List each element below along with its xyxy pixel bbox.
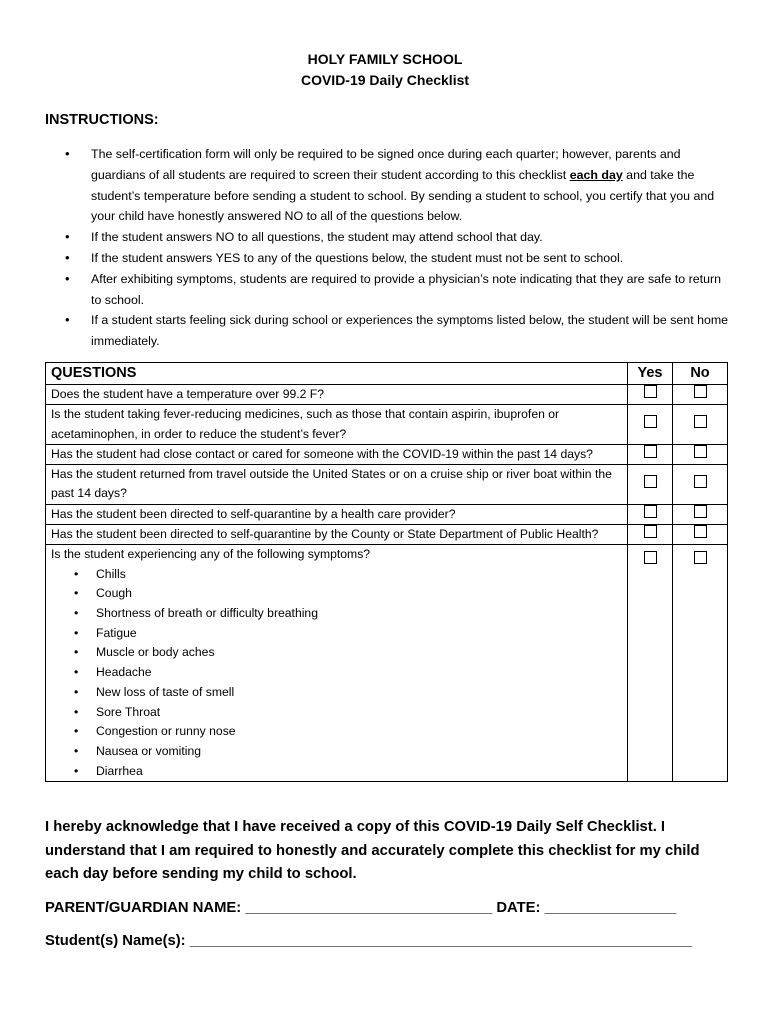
question-text: Has the student returned from travel outside the United States or on a cruise ship or river boat within the past 14 days?: [46, 465, 628, 505]
no-checkbox[interactable]: [694, 445, 707, 458]
yes-cell: [628, 525, 673, 545]
no-column-header: No: [673, 363, 728, 385]
instruction-item: [45, 144, 730, 227]
parent-name-field[interactable]: ______________________________: [245, 900, 493, 916]
table-row: [46, 465, 728, 505]
symptom-item: • Muscle or body aches: [51, 643, 622, 663]
no-cell: [673, 444, 728, 464]
no-cell: [673, 385, 728, 405]
date-field[interactable]: ________________: [544, 900, 677, 916]
symptom-item: • New loss of taste of smell: [51, 683, 622, 703]
symptoms-cell: [46, 545, 628, 782]
table-header-row: [46, 363, 728, 385]
questions-table: [45, 362, 728, 782]
question-text: Is the student taking fever-reducing medicines, such as those that contain aspirin, ibuprofen or acetaminophen, in order to reduce the student’s fever?: [46, 405, 628, 445]
no-cell: [673, 525, 728, 545]
instruction-item: • After exhibiting symptoms, students are required to provide a physician’s note indicating that they are safe to return to school.: [45, 269, 730, 311]
no-cell: [673, 504, 728, 524]
school-name: HOLY FAMILY SCHOOL: [307, 51, 463, 67]
yes-cell: [628, 405, 673, 445]
yes-checkbox[interactable]: [644, 475, 657, 488]
table-row: [46, 405, 728, 445]
yes-column-header: Yes: [628, 363, 673, 385]
table-row: [46, 385, 728, 405]
form-title: COVID-19 Daily Checklist: [300, 72, 470, 88]
student-names-line: [45, 933, 692, 949]
instruction-item: • If the student answers NO to all questions, the student may attend school that day.: [45, 227, 730, 248]
symptom-item: • Nausea or vomiting: [51, 742, 622, 762]
instructions-heading: INSTRUCTIONS:: [45, 112, 159, 128]
symptom-item: • Congestion or runny nose: [51, 722, 622, 742]
instruction-text: and take the student’s temperature before sending a student to school. By sending a student to school, you certify that you and your child have honestly answered NO to all of the questions below.: [91, 167, 715, 224]
symptom-item: • Diarrhea: [51, 762, 622, 782]
yes-cell: [628, 465, 673, 505]
symptom-item: • Fatigue: [51, 624, 622, 644]
date-label: DATE:: [496, 900, 541, 916]
yes-cell: [628, 385, 673, 405]
yes-cell: [628, 444, 673, 464]
parent-signature-line: [45, 900, 676, 916]
question-text: Is the student experiencing any of the following symptoms?: [51, 547, 371, 562]
symptom-item: • Headache: [51, 663, 622, 683]
no-checkbox[interactable]: [694, 505, 707, 518]
instructions-list: [45, 144, 730, 352]
no-checkbox[interactable]: [694, 415, 707, 428]
yes-checkbox[interactable]: [644, 551, 657, 564]
symptom-item: • Sore Throat: [51, 703, 622, 723]
yes-checkbox[interactable]: [644, 445, 657, 458]
instruction-item: • If a student starts feeling sick during school or experiences the symptoms listed below, the student will be sent home immediately.: [45, 310, 730, 352]
symptoms-list: [51, 565, 622, 782]
acknowledgement-text: I hereby acknowledge that I have received a copy of this COVID-19 Daily Self Checklist. I understand that I am required to honestly and accurately complete this checklist for my child each day before sending my child to school.: [45, 819, 700, 882]
table-row: [46, 525, 728, 545]
table-row: [46, 504, 728, 524]
student-names-field[interactable]: _____________________________________________________________: [189, 933, 692, 949]
no-checkbox[interactable]: [694, 551, 707, 564]
table-row: [46, 545, 728, 782]
yes-cell: [628, 545, 673, 782]
table-row: [46, 444, 728, 464]
no-cell: [673, 465, 728, 505]
question-text: Has the student been directed to self-quarantine by the County or State Department of Public Health?: [46, 525, 628, 545]
instruction-text: The self-certification form will only be required to be signed once during each quarter; however, parents and guardians of all students are required to screen their student according to this checklist: [91, 147, 681, 182]
questions-column-header: QUESTIONS: [46, 363, 628, 385]
question-text: Does the student have a temperature over 99.2 F?: [46, 385, 628, 405]
yes-checkbox[interactable]: [644, 525, 657, 538]
symptom-item: • Chills: [51, 565, 622, 585]
parent-name-label: PARENT/GUARDIAN NAME:: [45, 900, 242, 916]
yes-checkbox[interactable]: [644, 415, 657, 428]
no-checkbox[interactable]: [694, 385, 707, 398]
yes-cell: [628, 504, 673, 524]
instruction-item: • If the student answers YES to any of the questions below, the student must not be sent to school.: [45, 248, 730, 269]
yes-checkbox[interactable]: [644, 385, 657, 398]
student-names-label: Student(s) Name(s):: [45, 933, 186, 949]
yes-checkbox[interactable]: [644, 505, 657, 518]
question-text: Has the student had close contact or cared for someone with the COVID-19 within the past 14 days?: [46, 444, 628, 464]
no-cell: [673, 545, 728, 782]
symptom-item: • Shortness of breath or difficulty breathing: [51, 604, 622, 624]
no-cell: [673, 405, 728, 445]
no-checkbox[interactable]: [694, 525, 707, 538]
symptom-item: • Cough: [51, 584, 622, 604]
instruction-emphasis: each day: [569, 167, 623, 182]
question-text: Has the student been directed to self-quarantine by a health care provider?: [46, 504, 628, 524]
no-checkbox[interactable]: [694, 475, 707, 488]
